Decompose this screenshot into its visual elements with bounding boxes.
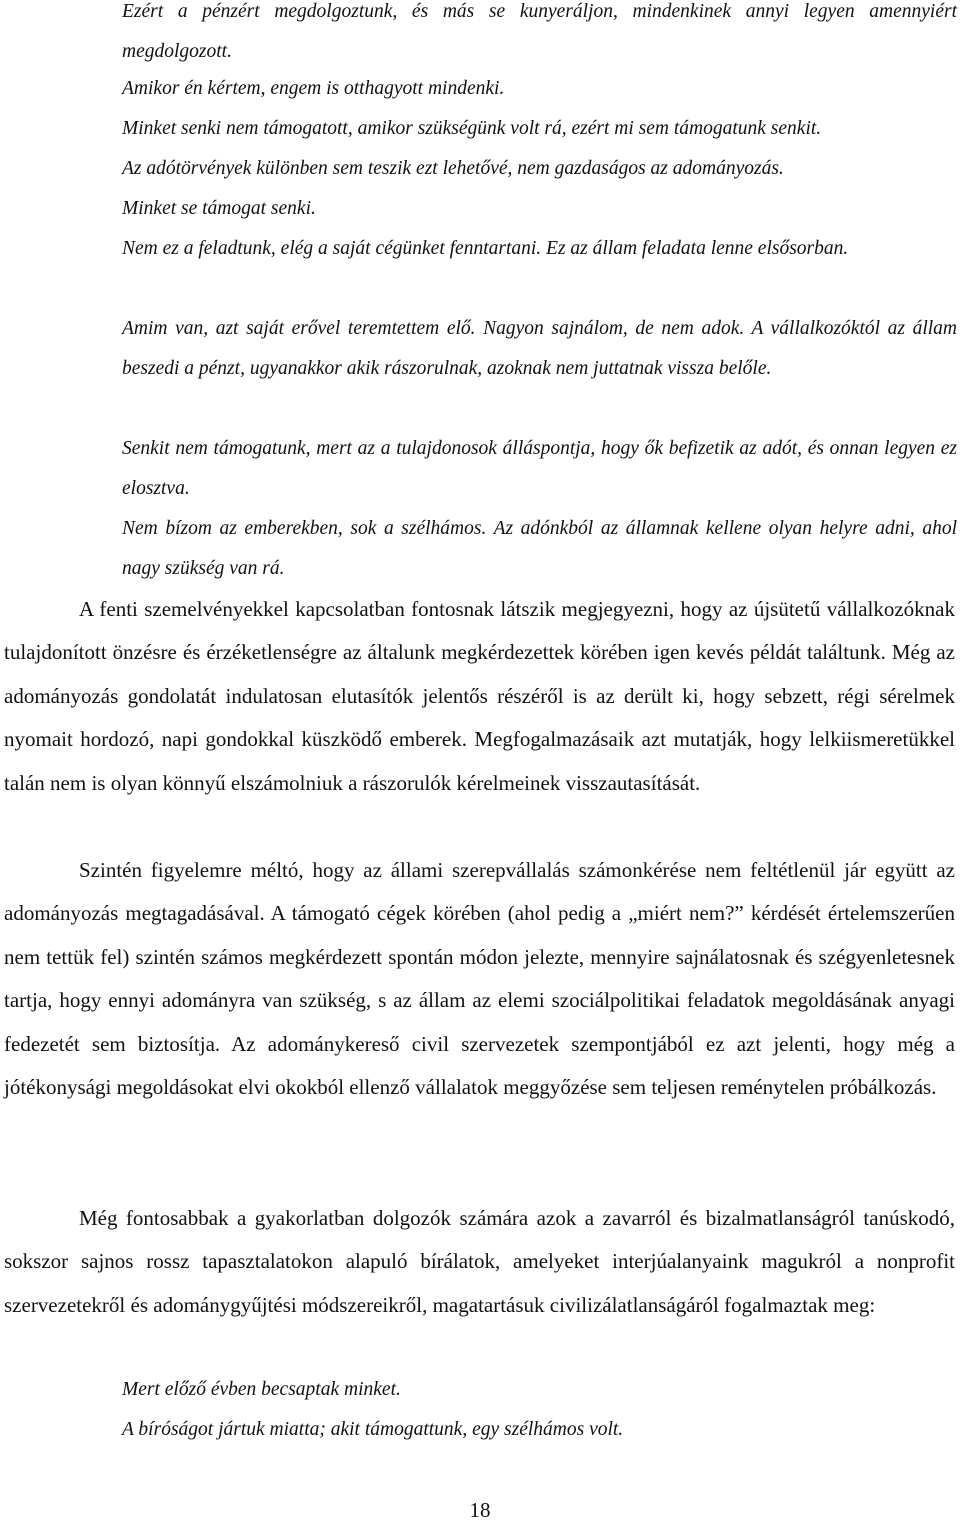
quote-line: Nem ez a feladtunk, elég a saját cégünket fenntartani. Ez az állam feladata lenne elsősorban. bbox=[122, 238, 849, 259]
body-paragraph: A fenti szemelvényekkel kapcsolatban fontosnak látszik megjegyezni, hogy az újsütetű vállalkozóknak tulajdonított önzésre és érzéketlenségre az általunk megkérdezettek körében igen kevés példát találtunk. Még az adományozás gondolatát indulatosan elutasítók jelentős részéről is az derült ki, hogy sebzett, régi sérelmek nyomait hordozó, napi gondokkal küszködő emberek. Megfogalmazásaik azt mutatják, hogy lelkiismeretükkel talán nem is olyan könnyű elszámolniuk a rászorulók kérelmeinek visszautasítását. bbox=[4, 597, 955, 795]
quote-line: Amim van, azt saját erővel teremtettem elő. Nagyon sajnálom, de nem adok. A vállalkozóktól az állam beszedi a pénzt, ugyanakkor akik rászorulnak, azoknak nem juttatnak vissza belőle. bbox=[122, 318, 957, 379]
quote-line: Nem bízom az emberekben, sok a szélhámos. Az adónkból az államnak kellene olyan helyre adni, ahol nagy szükség van rá. bbox=[122, 518, 957, 579]
quote-line: Mert előző évben becsaptak minket. bbox=[122, 1379, 401, 1400]
quote-line: Az adótörvények különben sem teszik ezt lehetővé, nem gazdaságos az adományozás. bbox=[122, 158, 784, 179]
quote-line: Minket senki nem támogatott, amikor szükségünk volt rá, ezért mi sem támogatunk senkit. bbox=[122, 118, 822, 139]
quote-line: Minket se támogat senki. bbox=[122, 198, 316, 219]
quote-line: Senkit nem támogatunk, mert az a tulajdonosok álláspontja, hogy ők befizetik az adót, és onnan legyen ez elosztva. bbox=[122, 438, 957, 499]
quote-line: Amikor én kértem, engem is otthagyott mindenki. bbox=[122, 78, 505, 99]
quote-line: Ezért a pénzért megdolgoztunk, és más se kunyeráljon, mindenkinek annyi legyen amennyiért megdolgozott. bbox=[122, 1, 957, 62]
body-paragraph: Még fontosabbak a gyakorlatban dolgozók számára azok a zavarról és bizalmatlanságról tanúskodó, sokszor sajnos rossz tapasztalatokon alapuló bírálatok, amelyeket interjúalanyaink magukról a nonprofit szervezetekről és adománygyűjtési módszereikről, magatartásuk civilizálatlanságáról fogalmaztak meg: bbox=[4, 1206, 955, 1317]
page-number: 18 bbox=[469, 1498, 491, 1522]
quote-line: A bíróságot jártuk miatta; akit támogattunk, egy szélhámos volt. bbox=[122, 1419, 624, 1440]
body-paragraph: Szintén figyelemre méltó, hogy az állami szerepvállalás számonkérése nem feltétlenül jár együtt az adományozás megtagadásával. A támogató cégek körében (ahol pedig a „miért nem?” kérdését értelemszerűen nem tettük fel) szintén számos megkérdezett spontán módon jelezte, mennyire sajnálatosnak és szégyenletesnek tartja, hogy ennyi adományra van szükség, s az állam az elemi szociálpolitikai feladatok megoldásának anyagi fedezetét sem biztosítja. Az adománykereső civil szervezetek szempontjából ez azt jelenti, hogy még a jótékonysági megoldásokat elvi okokból ellenző vállalatok meggyőzése sem teljesen reménytelen próbálkozás. bbox=[4, 858, 955, 1100]
